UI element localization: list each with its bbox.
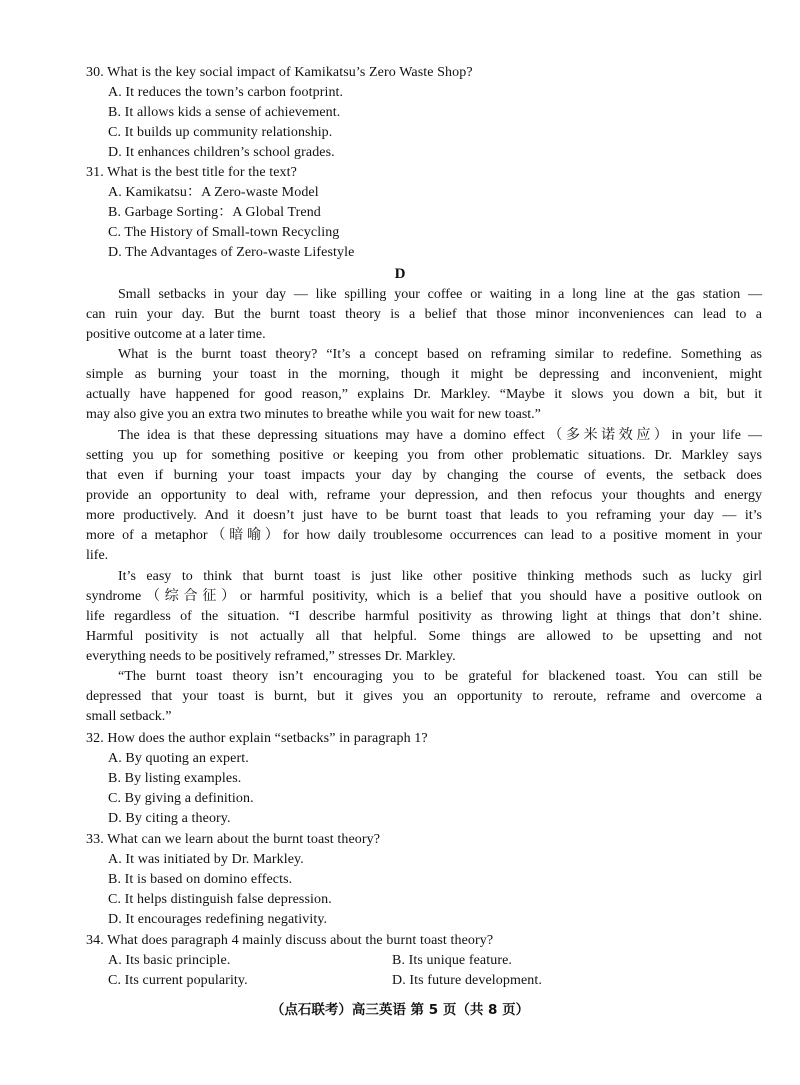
passage-line: may also give you an extra two minutes to breathe while you wait for new toast.” (86, 407, 541, 422)
option-31-d: D. The Advantages of Zero-waste Lifestyle (108, 245, 355, 260)
passage-line: simple as burning your toast in the morning, though it might be depressing and inconvenient, might (86, 367, 762, 382)
section-heading: D (394, 266, 406, 282)
option-34-a: A. Its basic principle. (108, 953, 231, 968)
option-32-c: C. By giving a definition. (108, 791, 254, 806)
passage-line: life regardless of the situation. “I describe harmful positivity as throwing light at things that don’t shine. (86, 609, 762, 624)
option-34-b: B. Its unique feature. (392, 953, 512, 968)
passage-line: everything needs to be positively reframed,” stresses Dr. Markley. (86, 649, 456, 664)
option-32-a: A. By quoting an expert. (108, 751, 249, 766)
option-33-c: C. It helps distinguish false depression. (108, 892, 332, 907)
option-33-b: B. It is based on domino effects. (108, 872, 293, 887)
option-32-d: D. By citing a theory. (108, 811, 231, 826)
passage-line: depressed that your toast is burnt, but it gives you an opportunity to reroute, reframe and overcome a (86, 689, 762, 704)
question-32: 32. How does the author explain “setbacks” in paragraph 1? (86, 731, 428, 746)
passage-line: provide an opportunity to deal with, reframe your depression, and then refocus your thoughts and energy (86, 488, 762, 503)
passage-line: The idea is that these depressing situations may have a domino effect（多米诺效应）in your life — (118, 428, 762, 443)
option-34-d: D. Its future development. (392, 973, 542, 988)
option-30-d: D. It enhances children’s school grades. (108, 145, 335, 160)
page-footer: （点石联考）高三英语 第 5 页（共 8 页） (270, 1002, 530, 1018)
passage-line: more of a metaphor（暗喻）for how daily troublesome occurrences can lead to a positive moment in your (86, 528, 762, 543)
passage-line: syndrome（综合征）or harmful positivity, which is a belief that you should have a positive outlook on (86, 589, 762, 604)
option-31-b: B. Garbage Sorting：A Global Trend (108, 205, 321, 220)
passage-line: that even if burning your toast impacts your day by changing the course of events, the setback does (86, 468, 762, 483)
passage-line: life. (86, 548, 109, 563)
option-31-a: A. Kamikatsu：A Zero-waste Model (108, 185, 319, 200)
passage-line: more productively. And it doesn’t just have to be burnt toast that leads to you reframing your day — it’s (86, 508, 762, 523)
option-33-d: D. It encourages redefining negativity. (108, 912, 328, 927)
passage-line: can ruin your day. But the burnt toast theory is a belief that those minor inconveniences can lead to a (86, 307, 762, 322)
passage-line: setting you up for something positive or keeping you from other problematic situations. Dr. Markley says (86, 448, 762, 463)
option-32-b: B. By listing examples. (108, 771, 242, 786)
question-34: 34. What does paragraph 4 mainly discuss about the burnt toast theory? (86, 933, 494, 948)
option-30-c: C. It builds up community relationship. (108, 125, 333, 140)
option-31-c: C. The History of Small-town Recycling (108, 225, 340, 240)
passage-line: Harmful positivity is not actually all that helpful. Some things are allowed to be upsetting and not (86, 629, 762, 644)
passage-line: Small setbacks in your day — like spilling your coffee or waiting in a long line at the gas station — (118, 287, 762, 302)
passage-line: actually have happened for good reason,” explains Dr. Markley. “Maybe it slows you down a bit, but it (86, 387, 762, 402)
option-33-a: A. It was initiated by Dr. Markley. (108, 852, 304, 867)
option-34-c: C. Its current popularity. (108, 973, 248, 988)
passage-line: What is the burnt toast theory? “It’s a concept based on reframing similar to redefine. Something as (118, 347, 762, 362)
question-30: 30. What is the key social impact of Kamikatsu’s Zero Waste Shop? (86, 65, 473, 80)
passage-line: small setback.” (86, 709, 172, 724)
question-33: 33. What can we learn about the burnt toast theory? (86, 832, 381, 847)
passage-line: “The burnt toast theory isn’t encouraging you to be grateful for blackened toast. You can still be (118, 669, 762, 684)
passage-line: It’s easy to think that burnt toast is just like other positive thinking methods such as lucky girl (118, 569, 762, 584)
option-30-b: B. It allows kids a sense of achievement. (108, 105, 341, 120)
passage-line: positive outcome at a later time. (86, 327, 266, 342)
option-30-a: A. It reduces the town’s carbon footprint. (108, 85, 344, 100)
question-31: 31. What is the best title for the text? (86, 165, 297, 180)
